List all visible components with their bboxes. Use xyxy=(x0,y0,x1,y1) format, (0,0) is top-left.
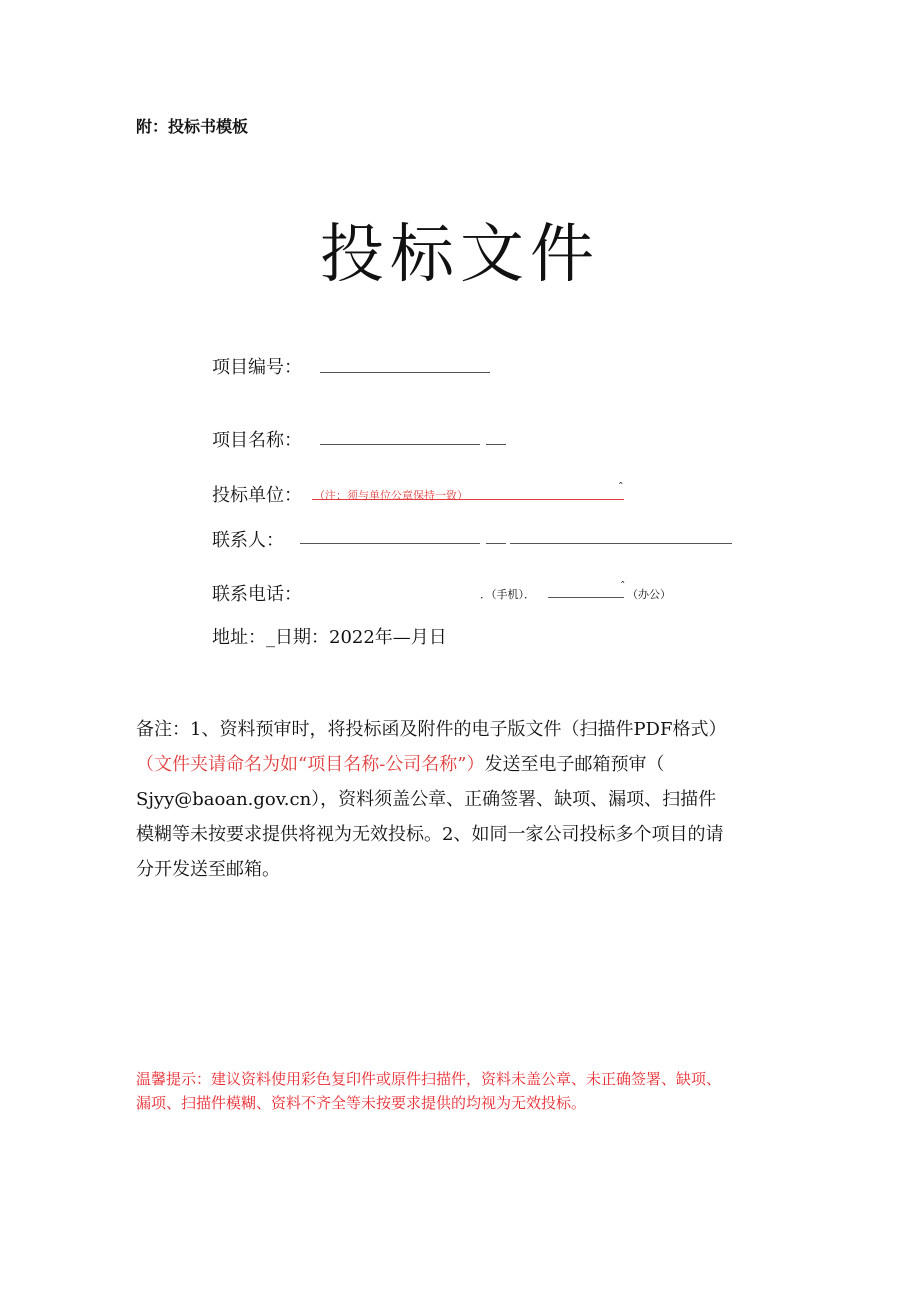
project-name-label: 项目名称： xyxy=(212,430,302,451)
project-name-blank-tail xyxy=(486,444,506,445)
contact-blank[interactable] xyxy=(300,543,480,544)
phone-mobile-label: ．（手机）． xyxy=(480,588,535,601)
filename-instruction: （文件夹请命名为如“项目名称-公司名称”） xyxy=(136,754,485,775)
document-title: 投标文件 xyxy=(320,218,600,292)
remarks-line-4: 模糊等未按要求提供将视为无效投标。2、如同一家公司投标多个项目的请 xyxy=(136,824,724,845)
phone-label: 联系电话： xyxy=(212,584,302,605)
remarks-line-2-rest: 发送至电子邮箱预审（ xyxy=(484,754,665,775)
phone-office-label: （办公） xyxy=(627,588,671,601)
project-number-blank[interactable] xyxy=(320,372,490,373)
remarks-line-2 xyxy=(136,747,796,782)
remarks-line-5: 分开发送至邮箱。 xyxy=(136,859,280,880)
remarks-line-3: Sjyy@baoan.gov.cn），资料须盖公章、正确签署、缺项、漏项、扫描件 xyxy=(136,789,717,810)
warm-tip-line-1: 温馨提示：建议资料使用彩色复印件或原件扫描件，资料未盖公章、未正确签署、缺项、 xyxy=(136,1070,722,1088)
address-date-line: 地址：_日期：2022年—月日 xyxy=(212,627,447,648)
project-name-blank[interactable] xyxy=(320,444,480,445)
warm-tip xyxy=(136,1067,816,1115)
contact-label: 联系人： xyxy=(212,530,284,551)
phone-office-tick: ˆ xyxy=(620,580,626,593)
contact-blank-tail xyxy=(510,543,732,544)
bidder-tick: ˆ xyxy=(618,481,624,494)
warm-tip-line-2: 漏项、扫描件模糊、资料不齐全等未按要求提供的均视为无效投标。 xyxy=(136,1094,587,1112)
remarks-line-1: 备注：1、资料预审时，将投标函及附件的电子版文件（扫描件PDF格式） xyxy=(136,719,727,740)
contact-blank-mid xyxy=(486,543,506,544)
bidder-blank[interactable] xyxy=(312,499,624,500)
project-number-label: 项目编号： xyxy=(212,357,302,378)
appendix-heading: 附：投标书模板 xyxy=(136,117,249,136)
bidder-note: （注：须与单位公章保持一致） xyxy=(314,489,468,502)
phone-office-blank[interactable] xyxy=(548,597,624,598)
remarks-paragraph xyxy=(136,712,796,887)
bidder-label: 投标单位： xyxy=(212,485,302,506)
